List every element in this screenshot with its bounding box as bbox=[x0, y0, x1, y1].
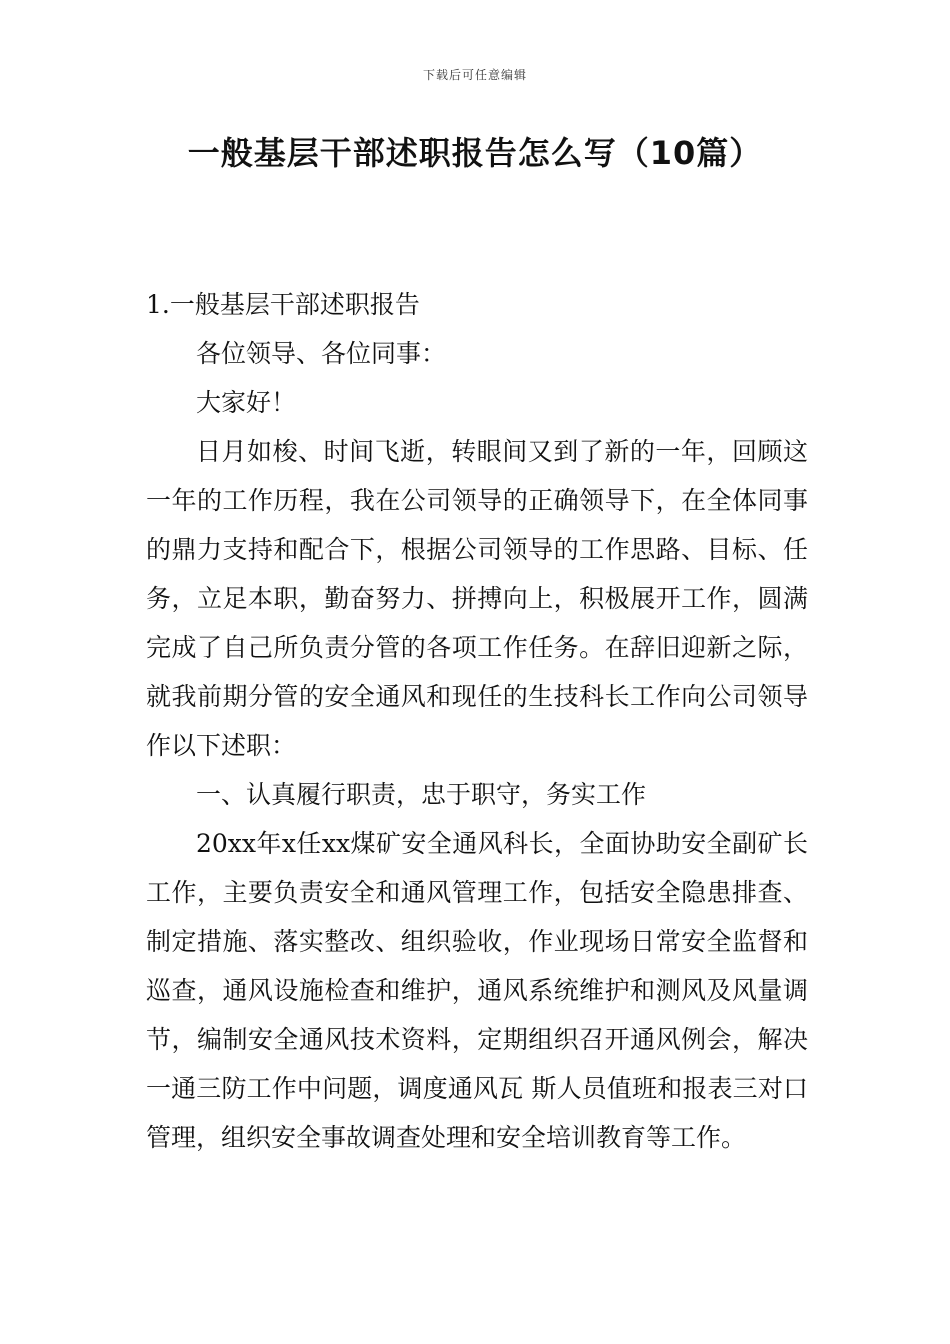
paragraph-intro: 日月如梭、时间飞逝，转眼间又到了新的一年，回顾这一年的工作历程，我在公司领导的正确领导下，在全体同事的鼎力支持和配合下，根据公司领导的工作思路、目标、任务，立足本职，勤奋努力、拼搏向上，积极展开工作，圆满完成了自己所负责分管的各项工作任务。在辞旧迎新之际，就我前期分管的安全通风和现任的生技科长工作向公司领导作以下述职： bbox=[146, 437, 808, 760]
document-title: 一般基层干部述职报告怎么写（10篇） bbox=[187, 134, 763, 172]
subsection-heading: 一、认真履行职责，忠于职守，务实工作 bbox=[196, 780, 647, 809]
salutation: 各位领导、各位同事： bbox=[196, 339, 447, 368]
document-body bbox=[146, 280, 808, 1162]
greeting: 大家好！ bbox=[196, 388, 297, 417]
header-note: 下载后可任意编辑 bbox=[422, 68, 527, 82]
paragraph-duties: 20xx年x任xx煤矿安全通风科长，全面协助安全副矿长工作，主要负责安全和通风管理工作，包括安全隐患排查、制定措施、落实整改、组织验收，作业现场日常安全监督和巡查，通风设施检查和维护，通风系统维护和测风及风量调节，编制安全通风技术资料，定期组织召开通风例会，解决一通三防工作中问题，调度通风瓦 斯人员值班和报表三对口管理，组织安全事故调查处理和安全培训教育等工作。 bbox=[146, 829, 808, 1152]
section-heading: 1.一般基层干部述职报告 bbox=[146, 290, 420, 319]
